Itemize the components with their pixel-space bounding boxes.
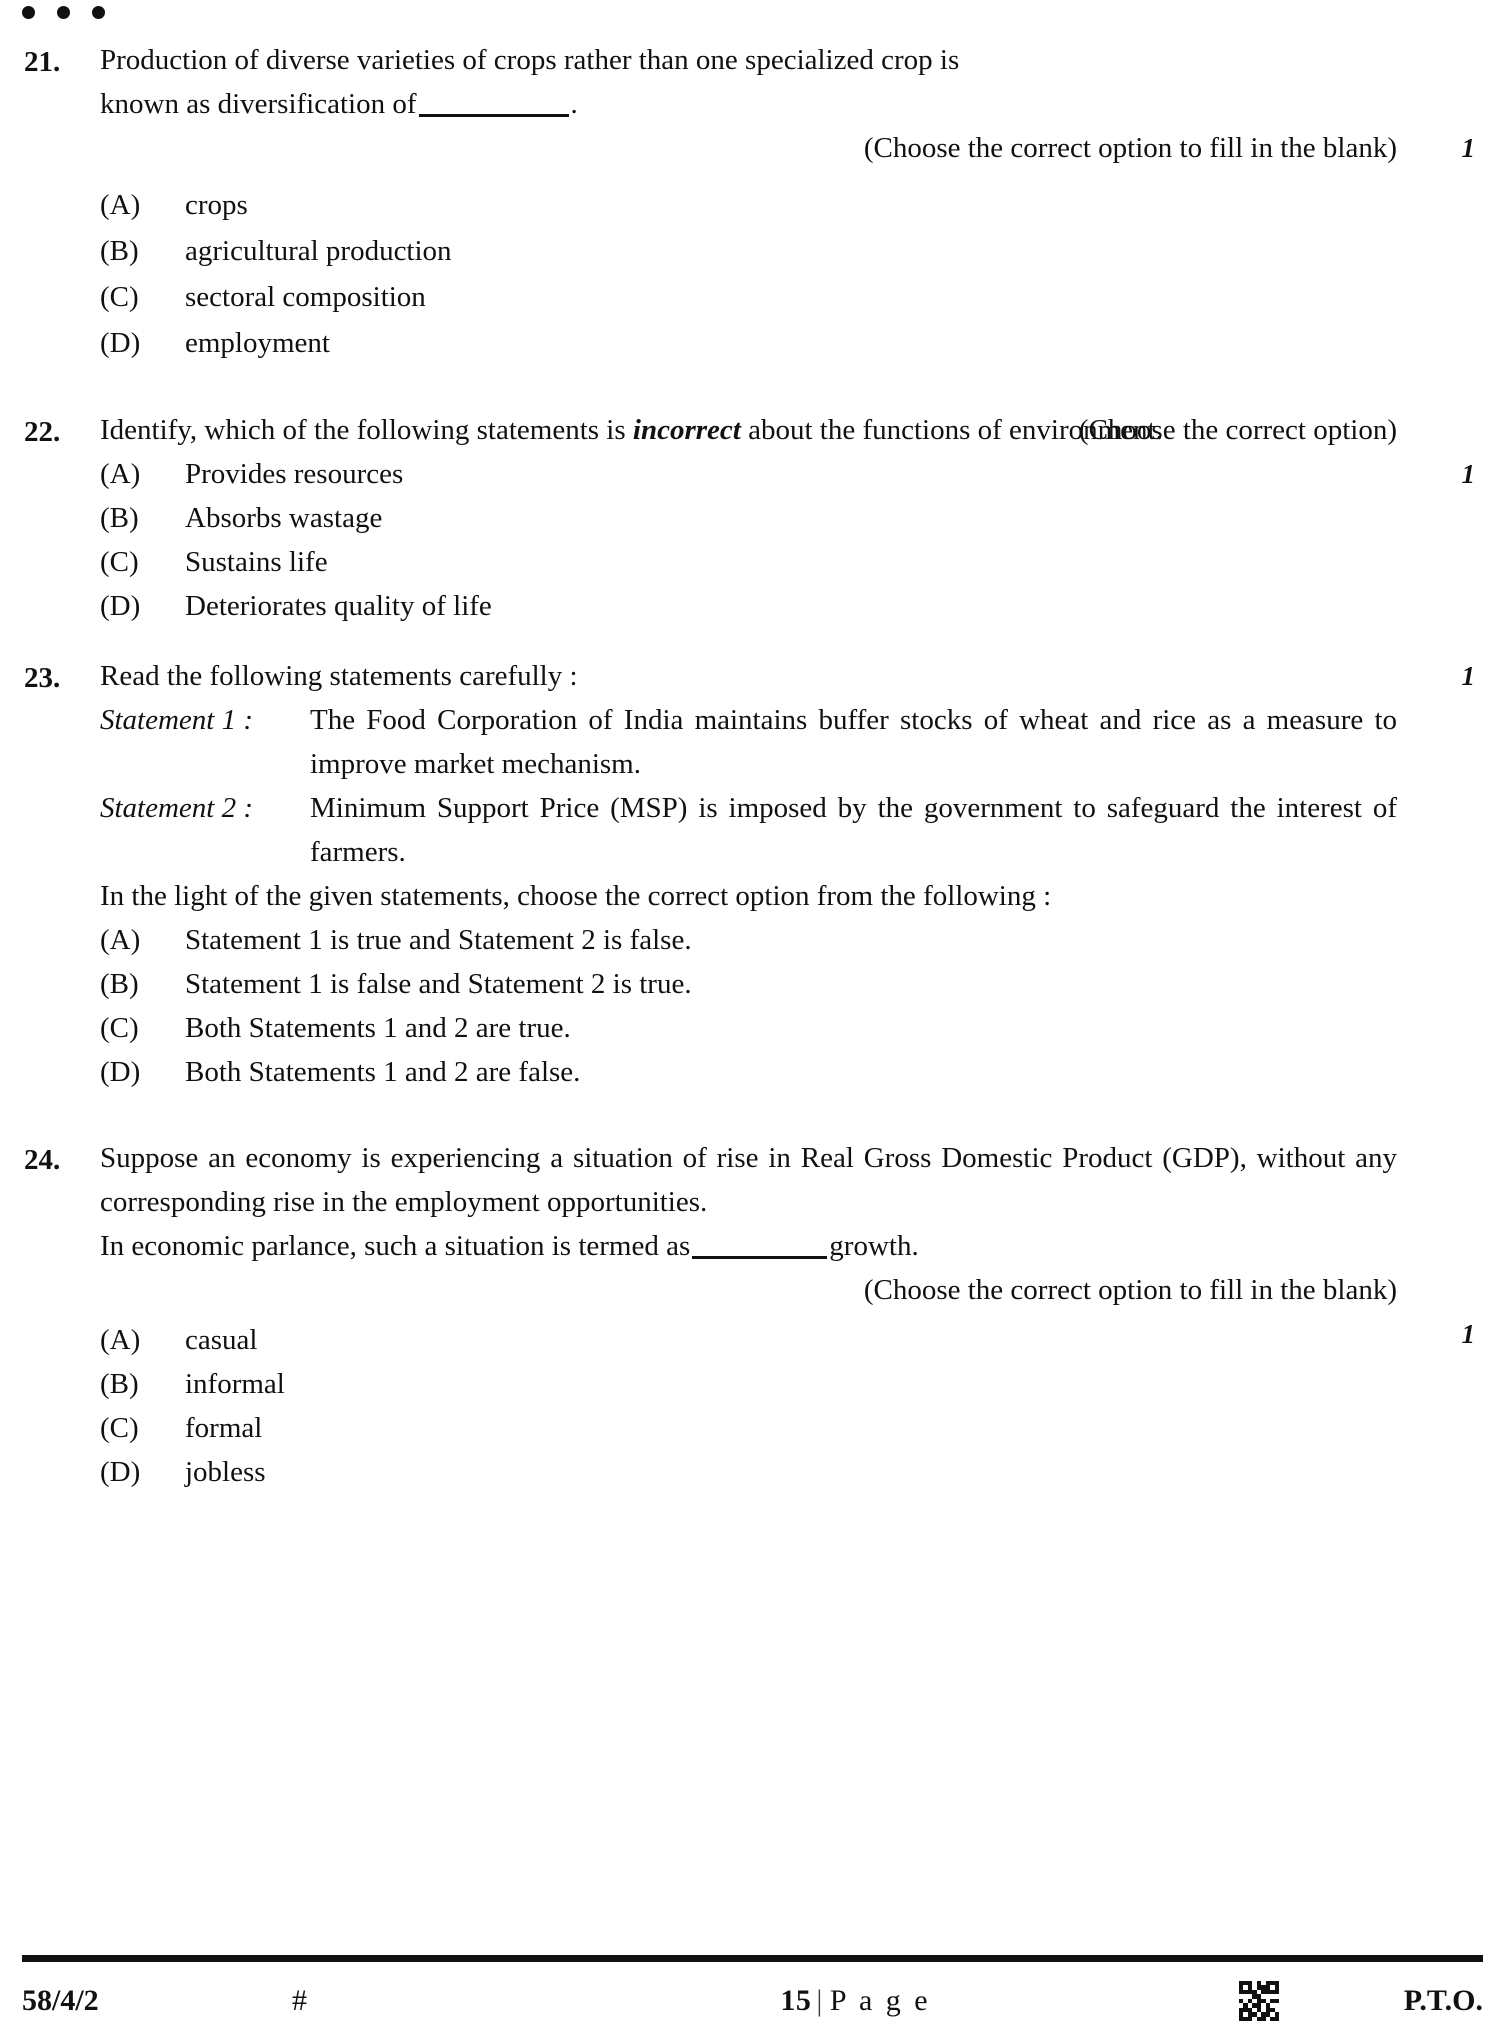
- dot-1: [22, 6, 35, 19]
- option-label: (A): [100, 924, 141, 956]
- option-label: (A): [100, 1324, 141, 1356]
- option-text: Statement 1 is false and Statement 2 is true.: [185, 968, 692, 1000]
- option-label: (B): [100, 1368, 139, 1400]
- option-item[interactable]: [100, 452, 1397, 496]
- option-text: casual: [185, 1324, 258, 1356]
- question-23: [24, 654, 1475, 1094]
- question-23-prompt: Read the following statements carefully :: [100, 660, 578, 692]
- qr-code-icon: [1239, 1981, 1279, 2021]
- option-item[interactable]: [100, 228, 1397, 274]
- question-22-prompt-pre: Identify, which of the following statements is: [100, 414, 626, 446]
- option-item[interactable]: [100, 1318, 1397, 1362]
- question-22-number: 22.: [24, 416, 61, 448]
- option-text: agricultural production: [185, 235, 452, 267]
- statement-2-label: Statement 2 :: [100, 792, 254, 824]
- footer-divider: [22, 1955, 1483, 1962]
- option-item[interactable]: [100, 540, 1397, 584]
- question-23-options: [100, 918, 1397, 1094]
- question-24-instruction: (Choose the correct option to fill in the blank): [863, 1274, 1397, 1306]
- question-21-marks: 1: [1461, 133, 1475, 163]
- option-item[interactable]: [100, 962, 1397, 1006]
- pto-label: P.T.O.: [1403, 1984, 1483, 2017]
- statement-2: [100, 786, 1397, 874]
- option-item[interactable]: [100, 496, 1397, 540]
- question-24-number: 24.: [24, 1144, 61, 1176]
- option-text: Provides resources: [185, 458, 404, 490]
- option-text: crops: [185, 189, 248, 221]
- question-21: [24, 38, 1475, 366]
- questions-container: [24, 38, 1475, 1494]
- option-label: (C): [100, 1012, 139, 1044]
- page-label: P a g e: [829, 1984, 931, 2017]
- question-24: [24, 1136, 1475, 1494]
- option-label: (D): [100, 327, 141, 359]
- question-22-options: [100, 452, 1397, 628]
- question-21-prompt-line1: Production of diverse varieties of crops rather than one specialized crop is: [100, 44, 960, 76]
- paper-code: 58/4/2: [22, 1984, 99, 2017]
- option-item[interactable]: [100, 1362, 1397, 1406]
- question-21-prompt-line2-pre: known as diversification of: [100, 88, 417, 120]
- option-label: (A): [100, 458, 141, 490]
- page-footer: [22, 1970, 1483, 2032]
- dot-3: [92, 6, 105, 19]
- hash-mark: #: [292, 1984, 307, 2017]
- option-text: informal: [185, 1368, 285, 1400]
- option-label: (A): [100, 189, 141, 221]
- option-label: (D): [100, 590, 141, 622]
- question-24-sub-prompt-pre: In economic parlance, such a situation is termed as: [100, 1230, 691, 1262]
- statement-1-text: The Food Corporation of India maintains buffer stocks of wheat and rice as a measure to improve market mechanism.: [310, 704, 1397, 780]
- option-item[interactable]: [100, 1006, 1397, 1050]
- option-text: Both Statements 1 and 2 are true.: [185, 1012, 571, 1044]
- option-label: (C): [100, 546, 139, 578]
- qr-code-wrapper: [1129, 1981, 1313, 2021]
- option-label: (B): [100, 968, 139, 1000]
- question-22-instruction: (Choose the correct option): [1078, 414, 1397, 446]
- question-24-blank: [692, 1256, 827, 1259]
- question-21-blank: [419, 114, 569, 117]
- page-number: 15: [780, 1984, 812, 2017]
- page-separator: |: [816, 1984, 823, 2017]
- option-label: (D): [100, 1456, 141, 1488]
- option-item[interactable]: [100, 584, 1397, 628]
- option-text: formal: [185, 1412, 263, 1444]
- option-item[interactable]: [100, 320, 1397, 366]
- statement-2-text: Minimum Support Price (MSP) is imposed by the government to safeguard the interest of farmers.: [310, 792, 1397, 868]
- option-text: Absorbs wastage: [185, 502, 383, 534]
- page-top-dots: [22, 6, 105, 19]
- question-23-number: 23.: [24, 662, 61, 694]
- question-24-marks: 1: [1461, 1319, 1475, 1349]
- question-22-prompt-post: about the functions of environment.: [748, 414, 1163, 446]
- option-label: (B): [100, 502, 139, 534]
- option-item[interactable]: [100, 274, 1397, 320]
- page-indicator: [582, 1984, 1129, 2018]
- option-label: (D): [100, 1056, 141, 1088]
- statement-1-label: Statement 1 :: [100, 704, 254, 736]
- question-24-options: [100, 1318, 1397, 1494]
- option-label: (C): [100, 1412, 139, 1444]
- question-24-sub-prompt-post: growth.: [829, 1230, 919, 1262]
- question-22: [24, 408, 1475, 628]
- question-21-instruction: (Choose the correct option to fill in the blank): [863, 132, 1397, 164]
- option-text: Sustains life: [185, 546, 328, 578]
- option-label: (C): [100, 281, 139, 313]
- option-label: (B): [100, 235, 139, 267]
- option-text: jobless: [185, 1456, 266, 1488]
- option-item[interactable]: [100, 918, 1397, 962]
- question-24-sub-prompt: [100, 1224, 1397, 1268]
- question-21-prompt-line2: [100, 82, 1397, 126]
- question-21-number: 21.: [24, 46, 61, 78]
- option-text: employment: [185, 327, 330, 359]
- question-22-prompt-emphasis: incorrect: [632, 414, 741, 446]
- dot-2: [57, 6, 70, 19]
- question-23-marks: 1: [1461, 661, 1475, 691]
- option-text: Both Statements 1 and 2 are false.: [185, 1056, 581, 1088]
- question-21-prompt-line2-post: .: [570, 88, 578, 120]
- option-item[interactable]: [100, 1050, 1397, 1094]
- option-text: Statement 1 is true and Statement 2 is false.: [185, 924, 692, 956]
- option-text: Deteriorates quality of life: [185, 590, 492, 622]
- option-item[interactable]: [100, 182, 1397, 228]
- option-item[interactable]: [100, 1406, 1397, 1450]
- question-24-prompt: Suppose an economy is experiencing a situation of rise in Real Gross Domestic Product (GDP), without any corresponding rise in the employment opportunities.: [100, 1142, 1397, 1218]
- option-item[interactable]: [100, 1450, 1397, 1494]
- question-22-marks: 1: [1461, 459, 1475, 489]
- question-21-options: [100, 182, 1397, 366]
- option-text: sectoral composition: [185, 281, 426, 313]
- question-23-lead-in: In the light of the given statements, choose the correct option from the following :: [100, 880, 1052, 912]
- statement-1: [100, 698, 1397, 786]
